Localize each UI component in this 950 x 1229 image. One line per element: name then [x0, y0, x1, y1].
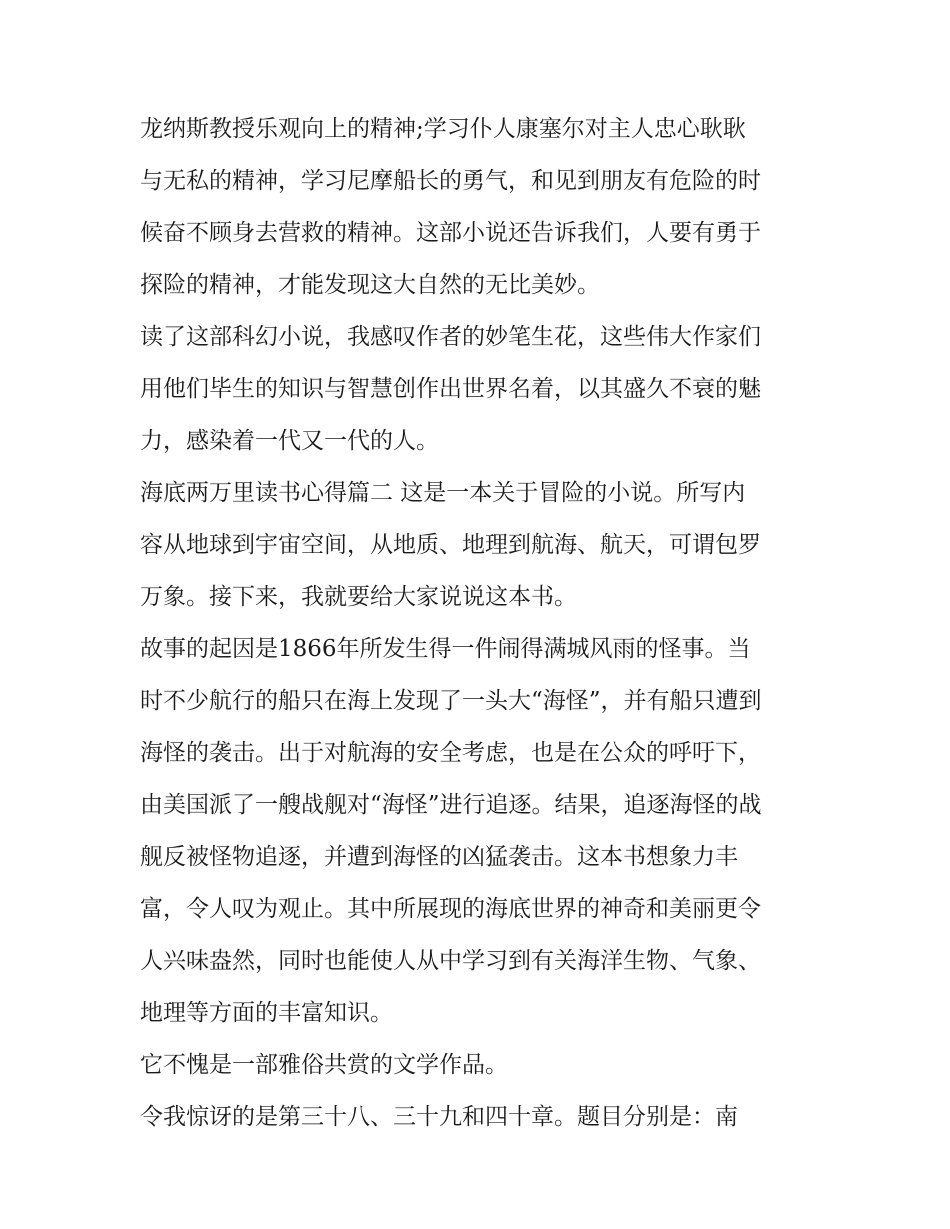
text-line: 它不愧是一部雅俗共赏的文学作品。 — [140, 1052, 508, 1078]
text-line: 与无私的精神，学习尼摩船长的勇气，和见到朋友有危险的时 — [140, 168, 761, 194]
body-text — [140, 103, 830, 1143]
text-line: 富，令人叹为观止。其中所展现的海底世界的神奇和美丽更令 — [140, 896, 761, 922]
text-line: 力，感染着一代又一代的人。 — [140, 428, 439, 454]
text-line: 舰反被怪物追逐，并遭到海怪的凶猛袭击。这本书想象力丰 — [140, 844, 738, 870]
text-line: 令我惊讶的是第三十八、三十九和四十章。题目分别是：南 — [140, 1104, 738, 1130]
text-line: 海怪的袭击。出于对航海的安全考虑，也是在公众的呼吁下， — [140, 740, 761, 766]
text-line: 龙纳斯教授乐观向上的精神;学习仆人康塞尔对主人忠心耿耿 — [140, 116, 746, 142]
text-line: 读了这部科幻小说，我感叹作者的妙笔生花，这些伟大作家们 — [140, 324, 761, 350]
text-line: 人兴味盎然，同时也能使人从中学习到有关海洋生物、气象、 — [140, 948, 761, 974]
text-line: 时不少航行的船只在海上发现了一头大“海怪”，并有船只遭到 — [140, 688, 762, 714]
text-line: 候奋不顾身去营救的精神。这部小说还告诉我们，人要有勇于 — [140, 220, 761, 246]
text-line: 探险的精神，才能发现这大自然的无比美妙。 — [140, 272, 600, 298]
text-line: 容从地球到宇宙空间，从地质、地理到航海、航天，可谓包罗 — [140, 532, 761, 558]
text-line: 用他们毕生的知识与智慧创作出世界名着，以其盛久不衰的魅 — [140, 376, 761, 402]
text-line: 由美国派了一艘战舰对“海怪”进行追逐。结果，追逐海怪的战 — [140, 792, 762, 818]
text-line: 海底两万里读书心得篇二 这是一本关于冒险的小说。所写内 — [140, 480, 746, 506]
text-line: 故事的起因是1866年所发生得一件闹得满城风雨的怪事。当 — [140, 636, 751, 662]
text-line: 地理等方面的丰富知识。 — [140, 1000, 393, 1026]
text-line: 万象。接下来，我就要给大家说说这本书。 — [140, 584, 577, 610]
